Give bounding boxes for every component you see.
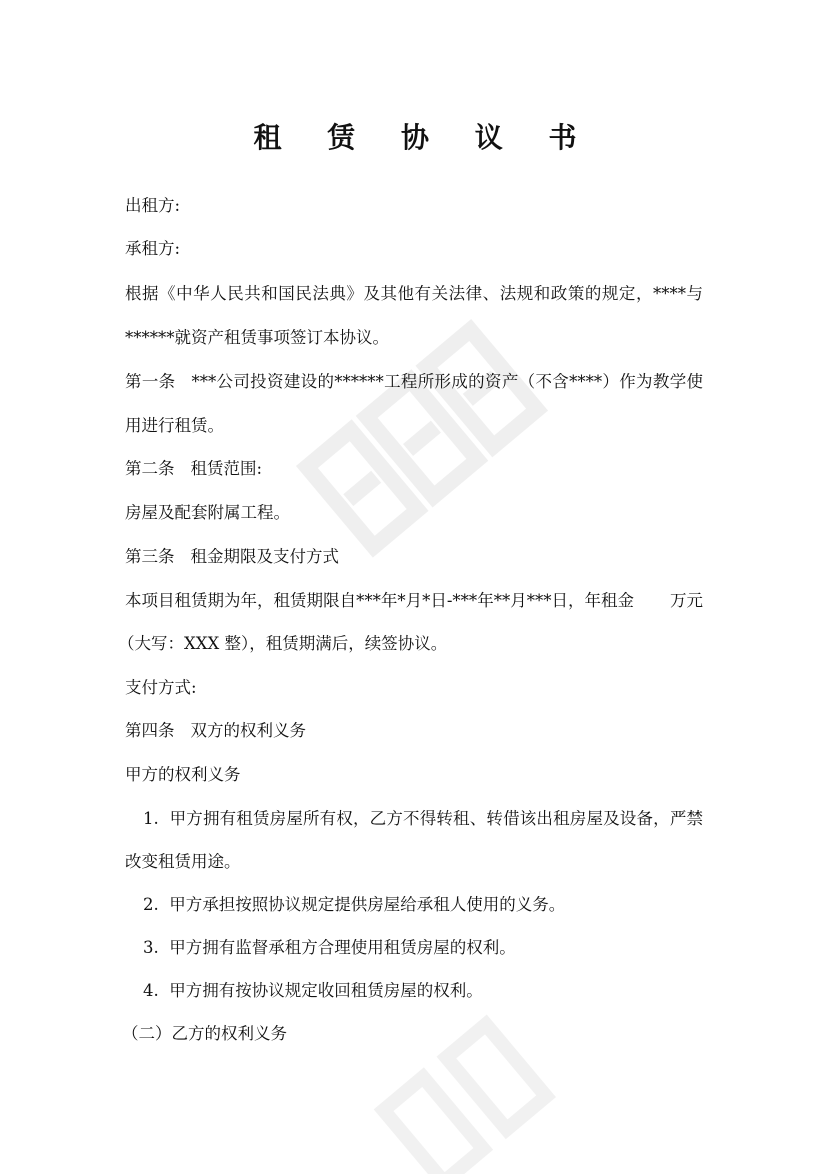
party-a-item-4 (143, 979, 483, 1003)
list-item-text: 甲方拥有租赁房屋所有权，乙方不得转租、转借该出租房屋及设备，严禁 (169, 809, 703, 828)
party-a-item-1 (143, 807, 703, 831)
party-a-item-3 (143, 936, 516, 960)
article-2-title: 租赁范围: (190, 459, 263, 478)
article-4-heading (125, 719, 306, 743)
article-4-label: 第四条 (125, 721, 175, 740)
article-3-text-1b: 万元 (670, 591, 704, 610)
document-title: 租 赁 协 议 书 (253, 121, 595, 154)
article-3-text-1a: 本项目租赁期为年，租赁期限自***年*月*日-***年**月***日，年租金 (125, 591, 634, 610)
list-number: 4. (143, 981, 159, 1000)
article-1-label: 第一条 (125, 372, 176, 391)
article-3-heading (125, 545, 339, 569)
list-item-text: 甲方拥有按协议规定收回租赁房屋的权利。 (169, 981, 483, 1000)
article-4-title: 双方的权利义务 (190, 721, 306, 740)
list-number: 2. (143, 895, 159, 914)
list-item-text: 甲方拥有监督承租方合理使用租赁房屋的权利。 (169, 938, 516, 957)
list-number: 3. (143, 938, 159, 957)
article-2-heading (125, 457, 262, 481)
party-a-item-1-continuation: 改变租赁用途。 (125, 852, 241, 871)
party-a-heading: 甲方的权利义务 (125, 765, 241, 784)
lessee-label: 承租方: (125, 239, 181, 258)
payment-label: 支付方式: (125, 678, 197, 697)
preamble-line-1: 根据《中华人民共和国民法典》及其他有关法律、法规和政策的规定，****与 (125, 284, 703, 303)
article-1-text: ***公司投资建设的******工程所形成的资产（不含****）作为教学使 (191, 372, 704, 391)
article-3-title: 租金期限及支付方式 (190, 547, 339, 566)
list-number: 1. (143, 809, 159, 828)
article-3-line-2: （大写：XXX 整），租赁期满后，续签协议。 (118, 634, 448, 653)
lessor-label: 出租方: (125, 196, 181, 215)
preamble-line-2: ******就资产租赁事项签订本协议。 (125, 328, 389, 347)
watermark-logo-bottom (340, 1010, 580, 1174)
article-2-text: 房屋及配套附属工程。 (125, 503, 290, 522)
article-1-line-2: 用进行租赁。 (125, 416, 224, 435)
article-3-label: 第三条 (125, 547, 175, 566)
list-item-text: 甲方承担按照协议规定提供房屋给承租人使用的义务。 (169, 895, 566, 914)
article-2-label: 第二条 (125, 459, 175, 478)
article-3-line-1 (125, 589, 703, 613)
article-1-line-1 (125, 370, 703, 394)
party-b-heading: （二）乙方的权利义务 (122, 1024, 287, 1043)
party-a-item-2 (143, 893, 565, 917)
